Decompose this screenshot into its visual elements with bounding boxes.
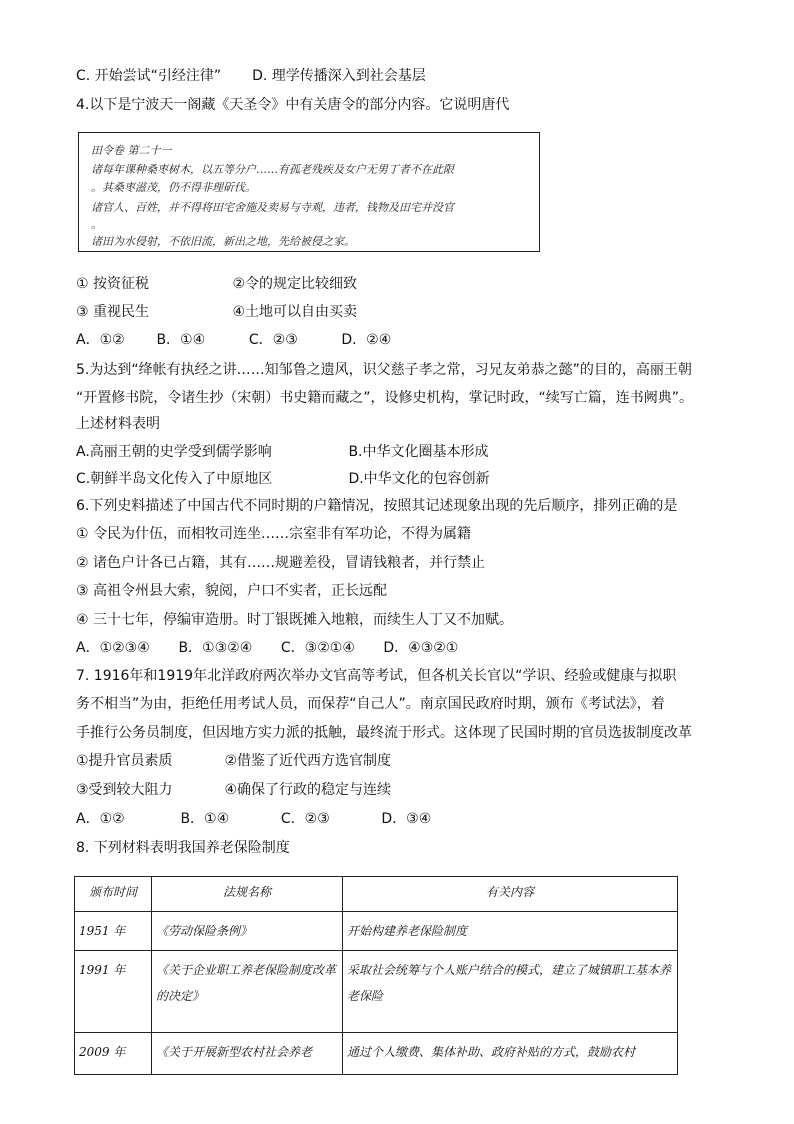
q6-options (76, 638, 458, 658)
q4-option-d: D．②④ (341, 332, 392, 348)
cell-law: 《关于企业职工养老保险制度改革的决定》 (152, 951, 343, 1033)
q6-option-b: B．①③②④ (178, 640, 253, 656)
q4-option-c: C．②③ (248, 332, 298, 348)
cell-year: 2009 年 (75, 1033, 152, 1075)
q5-option-b: B.中华文化圈基本形成 (348, 444, 489, 460)
table-header-row (75, 877, 678, 912)
column-header-year: 颁布时间 (75, 877, 152, 912)
q4-statements-row2 (76, 302, 357, 322)
q7-option-b: B．①④ (180, 811, 230, 827)
q7-stem-line: 手推行公务员制度，但因地方实力派的抵触，最终流于形式。这体现了民国时期的官员选拔制度改革 (76, 725, 692, 741)
q4-statement: ③ 重视民生 (76, 304, 150, 320)
q7-statements-row2 (76, 780, 391, 800)
cell-law: 《关于开展新型农村社会养老 (152, 1033, 343, 1075)
q4-options (76, 330, 391, 350)
cell-law: 《劳动保险条例》 (152, 912, 343, 951)
q4-statement: ① 按资征税 (76, 276, 150, 292)
q7-stem-line: 务不相当”为由，拒绝任用考试人员，而保荐“自己人”。南京国民政府时期，颁布《考试法》，着 (76, 696, 665, 712)
q6-statement: ② 诸色户计各已占籍，其有……规避差役，冒请钱粮者，并行禁止 (76, 555, 485, 571)
table-row (75, 1033, 678, 1075)
q6-statement: ③ 高祖令州县大索，貌阅，户口不实者，正长远配 (76, 583, 387, 599)
q4-box-line: 诸每年课种桑枣树木，以五等分户……有孤老残疾及女户无男丁者不在此限 (91, 163, 454, 176)
q6-option-d: D．④③②① (383, 640, 459, 656)
q5-stem-line: 上述材料表明 (76, 416, 160, 432)
q7-option-c: C．②③ (280, 811, 330, 827)
column-header-content: 有关内容 (343, 877, 678, 912)
cell-content: 通过个人缴费、集体补助、政府补贴的方式，鼓励农村 (343, 1033, 678, 1075)
q5-option-d: D.中华文化的包容创新 (348, 471, 490, 487)
q6-option-a: A．①②③④ (76, 640, 150, 656)
q3-option-d: D. 理学传播深入到社会基层 (252, 68, 426, 84)
cell-year: 1951 年 (75, 912, 152, 951)
q4-statement: ④土地可以自由买卖 (232, 304, 358, 320)
q4-box-line: 。 (91, 218, 102, 231)
q4-statements-row1 (76, 274, 357, 294)
q5-option-a: A.高丽王朝的史学受到儒学影响 (76, 444, 272, 460)
q4-box-line: 诸官人、百姓，并不得将田宅舍施及卖易与寺观，违者，钱物及田宅并没官 (91, 201, 454, 214)
q6-statement: ① 令民为什伍，而相牧司连坐……宗室非有军功论，不得为属籍 (76, 526, 471, 542)
q4-option-a: A．①② (76, 332, 125, 348)
q3-options (76, 66, 426, 86)
q5-stem-line: “开置修书院，令诸生抄（宋朝）书史籍而藏之”，设修史机构，掌记时政，“续写亡篇，连书阙典”。 (76, 390, 694, 406)
cell-content: 开始构建养老保险制度 (343, 912, 678, 951)
table-row (75, 912, 678, 951)
q6-option-c: C．③②①④ (280, 640, 355, 656)
q4-box-line: 。其桑枣滋茂，仍不得非理斫伐。 (91, 181, 256, 194)
q3-option-c: C. 开始尝试“引经注律” (76, 68, 222, 84)
cell-content: 采取社会统筹与个人账户结合的模式，建立了城镇职工基本养老保险 (343, 951, 678, 1033)
q7-options (76, 809, 431, 829)
q7-statement: ③受到较大阻力 (76, 782, 173, 798)
q4-box-line: 诸田为水侵射，不依旧流，新出之地，先给被侵之家。 (91, 235, 355, 248)
q4-statement: ②令的规定比较细致 (232, 276, 358, 292)
q5-options-row2 (76, 469, 490, 489)
q5-options-row1 (76, 442, 489, 462)
q5-stem-line: 5.为达到“绛帐有执经之讲……知邹鲁之遗风，识父慈子孝之常，习兄友弟恭之懿”的目的，高丽王朝 (76, 362, 692, 378)
q8-stem: 8. 下列材料表明我国养老保险制度 (76, 840, 290, 856)
q8-law-table (74, 876, 678, 1075)
q7-statement: ④确保了行政的稳定与连续 (224, 782, 392, 798)
q4-option-b: B．①④ (156, 332, 206, 348)
table-row (75, 951, 678, 1033)
q4-box-line: 田令卷 第二十一 (91, 144, 172, 157)
cell-year: 1991 年 (75, 951, 152, 1033)
q7-option-a: A．①② (76, 811, 125, 827)
q6-stem: 6.下列史料描述了中国古代不同时期的户籍情况，按照其记述现象出现的先后顺序，排列正确的是 (76, 498, 678, 514)
q7-statement: ①提升官员素质 (76, 753, 173, 769)
q7-statement: ②借鉴了近代西方选官制度 (224, 753, 392, 769)
q4-excerpt-box (78, 132, 540, 252)
q7-statements-row1 (76, 751, 391, 771)
q4-stem: 4.以下是宁波天一阁藏《天圣令》中有关唐令的部分内容。它说明唐代 (76, 97, 510, 113)
q7-option-d: D．③④ (381, 811, 432, 827)
q7-stem-line: 7. 1916年和1919年北洋政府两次举办文官高等考试，但各机关长官以“学识、经验或健康与拟职 (76, 668, 677, 684)
q5-option-c: C.朝鲜半岛文化传入了中原地区 (76, 471, 273, 487)
column-header-law: 法规名称 (152, 877, 343, 912)
q6-statement: ④ 三十七年，停编审造册。时丁银既摊入地粮，而续生人丁又不加赋。 (76, 612, 513, 628)
